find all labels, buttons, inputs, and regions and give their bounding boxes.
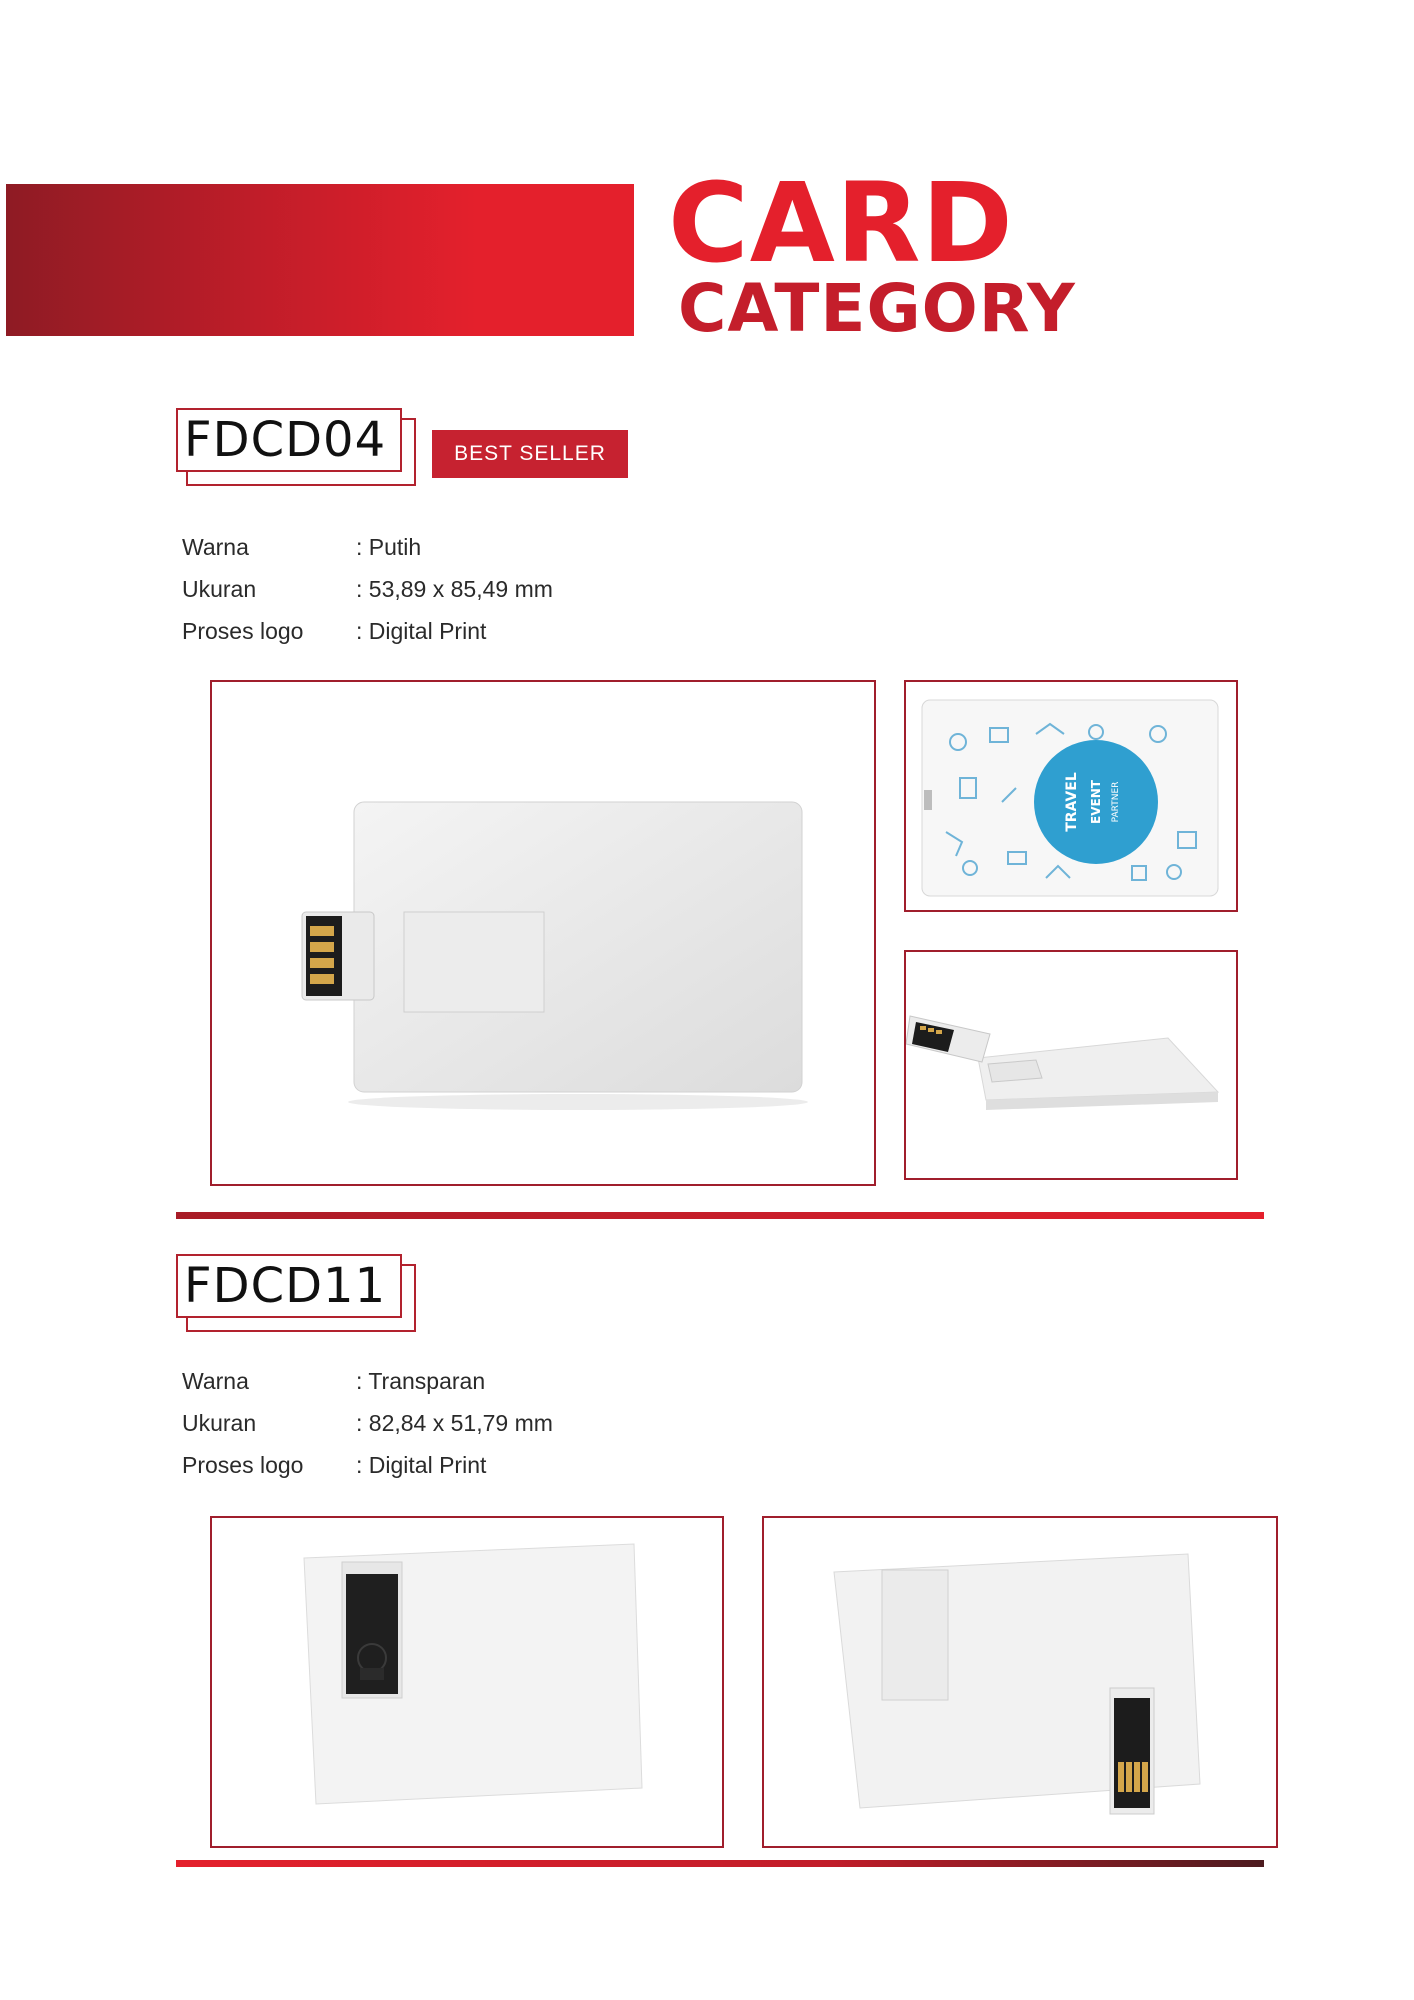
product-code-box bbox=[176, 1254, 402, 1318]
title-card: CARD bbox=[668, 159, 1014, 287]
spec-row-size bbox=[182, 1410, 553, 1440]
usb-card-illustration bbox=[212, 682, 874, 1184]
product-code: FDCD11 bbox=[184, 1258, 387, 1314]
title-category: CATEGORY bbox=[678, 270, 1076, 347]
best-seller-badge: BEST SELLER bbox=[432, 430, 628, 478]
spec-label: Ukuran bbox=[182, 1410, 257, 1436]
spec-value: : 82,84 x 51,79 mm bbox=[356, 1410, 553, 1436]
spec-row-color bbox=[182, 1368, 485, 1398]
product-image-main bbox=[210, 680, 876, 1186]
section-divider bbox=[176, 1212, 1264, 1219]
product-code: FDCD04 bbox=[184, 412, 387, 468]
section-divider bbox=[176, 1860, 1264, 1867]
transparent-card-illustration bbox=[212, 1518, 722, 1846]
spec-value: : 53,89 x 85,49 mm bbox=[356, 576, 553, 602]
spec-label: Proses logo bbox=[182, 1452, 304, 1478]
product-image-print-sample bbox=[904, 680, 1238, 912]
spec-row-logo-process bbox=[182, 618, 486, 648]
product-image-front bbox=[210, 1516, 724, 1848]
printed-card-illustration bbox=[906, 682, 1236, 910]
print-text-partner: PARTNER bbox=[1111, 781, 1121, 823]
product-code-box bbox=[176, 408, 402, 472]
product-image-angle-view bbox=[904, 950, 1238, 1180]
spec-label: Warna bbox=[182, 534, 249, 560]
spec-value: : Digital Print bbox=[356, 618, 487, 644]
spec-label: Warna bbox=[182, 1368, 249, 1394]
print-text-event: EVENT bbox=[1089, 780, 1103, 824]
spec-value: : Putih bbox=[356, 534, 422, 560]
spec-label: Ukuran bbox=[182, 576, 257, 602]
header-red-band bbox=[6, 184, 634, 336]
spec-row-size bbox=[182, 576, 553, 606]
print-text-travel: TRAVEL bbox=[1064, 772, 1080, 832]
transparent-card-back-illustration bbox=[764, 1518, 1276, 1846]
usb-card-angle-illustration bbox=[906, 952, 1236, 1178]
spec-label: Proses logo bbox=[182, 618, 304, 644]
product-image-back bbox=[762, 1516, 1278, 1848]
spec-row-color bbox=[182, 534, 421, 564]
spec-value: : Digital Print bbox=[356, 1452, 487, 1478]
spec-value: : Transparan bbox=[356, 1368, 486, 1394]
spec-row-logo-process bbox=[182, 1452, 486, 1482]
